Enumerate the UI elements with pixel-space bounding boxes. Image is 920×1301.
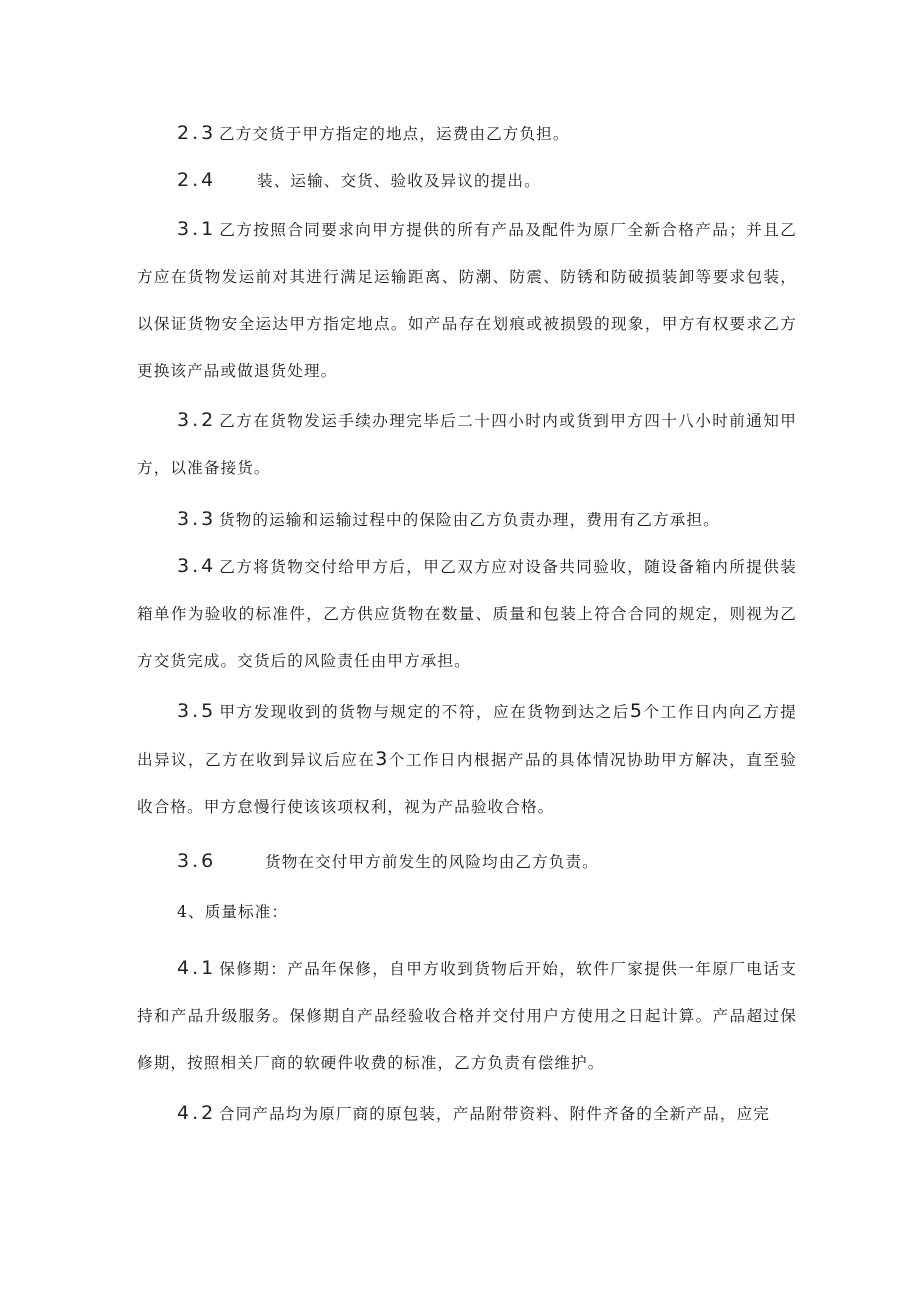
clause-text: 乙方按照合同要求向甲方提供的所有产品及配件为原厂全新合格产品；并且乙方应在货物发运前对其进行满足运输距离、防潮、防震、防锈和防破损装卸等要求包装，以保证货物安全运达甲方指定地点。如产品存在划痕或被损毁的现象，甲方有权要求乙方更换该产品或做退货处理。 — [137, 221, 797, 380]
clause-number: 2.4 — [177, 169, 217, 191]
clause-number: 2.3 — [177, 122, 217, 144]
clause-text: 合同产品均为原厂商的原包装，产品附带资料、附件齐备的全新产品，应完 — [219, 1105, 770, 1123]
clause-number: 3.2 — [177, 409, 217, 431]
clause-number: 3.5 — [177, 700, 217, 722]
clause-3-2 — [137, 397, 797, 492]
clause-text: 乙方交货于甲方指定的地点，运费由乙方负担。 — [219, 125, 570, 143]
clause-2-3 — [137, 110, 797, 158]
clause-4-1 — [137, 945, 797, 1087]
section-heading-quality — [137, 889, 797, 936]
clause-number: 3.3 — [177, 508, 217, 530]
clause-3-5 — [137, 688, 797, 831]
clause-number: 3.1 — [177, 218, 217, 240]
clause-3-1 — [137, 206, 797, 395]
clause-text-part-b: 个工作日内向乙方提出异议，乙方在收到异议后应在 — [137, 703, 797, 769]
clause-number: 3.6 — [177, 850, 217, 872]
clause-text: 乙方将货物交付给甲方后，甲乙双方应对设备共同验收，随设备箱内所提供装箱单作为验收的标准件，乙方供应货物在数量、质量和包装上符合合同的规定，则视为乙方交货完成。交货后的风险责任由甲方承担。 — [137, 558, 797, 670]
clause-number: 3.4 — [177, 555, 217, 577]
section-title: 4、质量标准： — [177, 903, 289, 921]
clause-4-2 — [137, 1090, 797, 1138]
clause-3-4 — [137, 543, 797, 685]
clause-number: 4.1 — [177, 957, 217, 979]
clause-2-4 — [137, 157, 797, 205]
clause-3-3 — [137, 496, 797, 544]
clause-text: 保修期：产品年保修，自甲方收到货物后开始，软件厂家提供一年原厂电话支持和产品升级服务。保修期自产品经验收合格并交付用户方使用之日起计算。产品超过保修期，按照相关厂商的软硬件收费的标准，乙方负责有偿维护。 — [137, 960, 797, 1072]
clause-text: 乙方在货物发运手续办理完毕后二十四小时内或货到甲方四十八小时前通知甲方，以准备接货。 — [137, 412, 797, 477]
days-count: 5 — [629, 700, 644, 722]
clause-3-6 — [137, 838, 797, 886]
days-count: 3 — [375, 748, 389, 770]
clause-text-part-c: 个工作日内根据产品的具体情况协助甲方解决，直至验收合格。甲方怠慢行使该该项权利，视为产品验收合格。 — [137, 751, 797, 816]
clause-text: 货物的运输和运输过程中的保险由乙方负责办理，费用有乙方承担。 — [219, 511, 720, 529]
clause-text-part-a: 甲方发现收到的货物与规定的不符，应在货物到达之后 — [219, 703, 630, 721]
clause-text: 货物在交付甲方前发生的风险均由乙方负责。 — [265, 853, 599, 871]
clause-number: 4.2 — [177, 1102, 217, 1124]
clause-text: 装、运输、交货、验收及异议的提出。 — [257, 172, 541, 190]
